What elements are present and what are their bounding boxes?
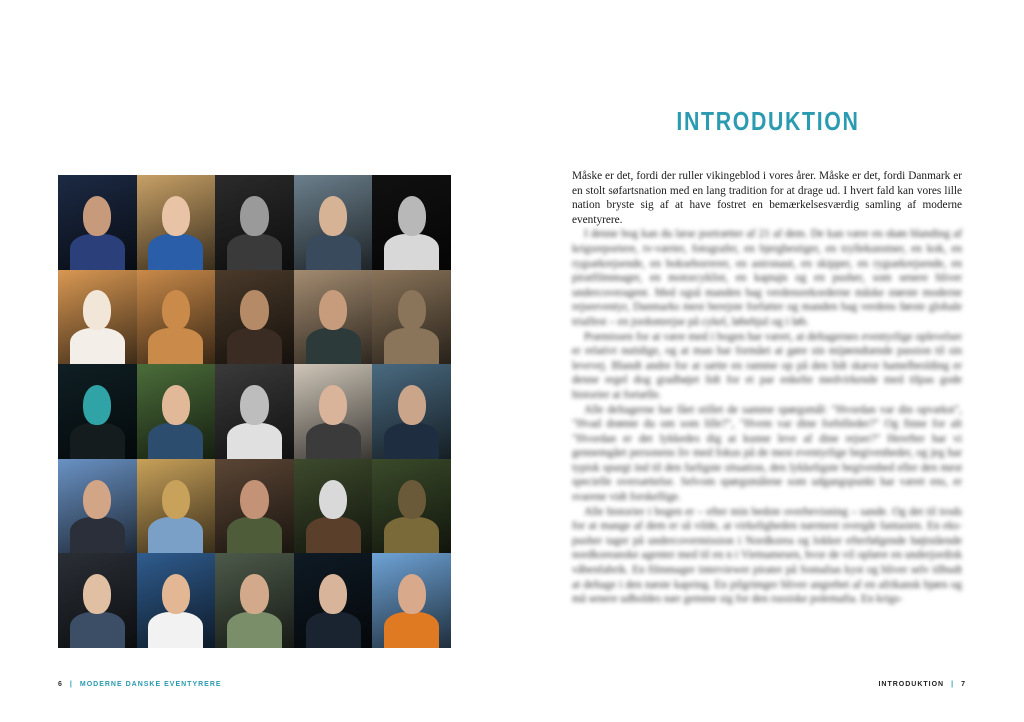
portrait-figure-body [148,234,203,270]
portrait-figure-body [227,612,282,648]
portrait-photo [137,175,216,270]
portrait-figure-body [384,517,439,553]
portrait-figure-head [162,385,190,425]
portrait-figure-head [83,385,111,425]
portrait-figure-head [240,196,268,236]
portrait-figure-body [148,612,203,648]
portrait-photo [372,175,451,270]
portrait-figure-head [319,480,347,520]
footer-divider: | [69,681,73,688]
portrait-photo [294,364,373,459]
blurred-paragraph: Alle historier i bogen er – efter min bedste overbevisning – sande. Og det til trods for at mange af dem er så vilde, at virkeligheden nærmest overgår fantasien. En eks-pusher tager på undercovermission i Nordkorea og lokker efterfølgende højtstående nordkoreanske agenter med til en n i Vietnamesen, hvor de vil oplære en underjordisk våbenfabrik. En filmmager interviewer pirater på Somalias kyst og bliver selv tilbudt at deltage i den næste kapring. En pilgrimger bliver angrebet af en afrikansk bjørn og må senere udholdes nær gemme sig for den russiske polemafia. En krigs- [572,505,962,606]
portrait-photo [372,553,451,648]
portrait-figure-body [306,234,361,270]
portrait-figure-body [148,517,203,553]
footer-divider: | [951,681,955,688]
portrait-photo [372,270,451,365]
portrait-figure-head [162,480,190,520]
portrait-figure-body [70,328,125,364]
intro-paragraph: Måske er det, fordi der ruller vikingeblod i vores årer. Måske er det, fordi Danmark er en stolt søfartsnation med en lang tradition for at drage ud. I hvert fald kan vores lille nation bryste sig af at have fostret en bemærkelsesværdig samling af moderne eventyrere. [572,170,962,226]
portrait-figure-head [83,196,111,236]
portrait-photo [58,270,137,365]
portrait-photo [58,459,137,554]
portrait-figure-head [398,574,426,614]
portrait-figure-head [398,290,426,330]
portrait-figure-head [240,385,268,425]
blurred-text-block [572,227,962,606]
left-running-head: MODERNE DANSKE EVENTYRERE [79,681,222,688]
portrait-photo [372,364,451,459]
portrait-photo [58,553,137,648]
portrait-photo [137,459,216,554]
right-page-footer [878,681,966,688]
right-running-head: INTRODUKTION [878,681,945,688]
blurred-paragraph: Præmissen for at være med i bogen har været, at deltagernes eventyrlige oplevelser er relativt nutidige, og at man har formået at gøre sin mijøendtænde passion til sin levevej. Blandt andre for at sætte en ramme op på den lidt skæve hamelbeslding er denne regel dog gradbøjet lidt for et par enkelte medvirkende med tilpas gode historier at fortælle. [572,330,962,401]
blurred-paragraph: I denne bog kan du læse portrætter af 21 af dem. De kan være en skøn blanding af krigsreportere, tv-værter, fotografer, en bjergbestiger, en tryllekunstner, en kok, en rygsækrejsende, en bokseborrerer, en astronaut, en skipper, en rygsækrejsende, en piratfilmmager, en motorcyklist, en kaptajn og en pusher, som senere bliver undercoveragent. Med også manden bag verdensrekorderne måske største moderne rejseeventyr, Danmarks mest berejste forfatter og manden bag verdens første globale trialfest – en jordomrejse på cykel, løbehjul og i løb. [572,228,962,328]
portrait-photo [215,270,294,365]
portrait-figure-body [227,517,282,553]
portrait-figure-head [162,574,190,614]
portrait-figure-body [148,423,203,459]
portrait-photo [58,175,137,270]
portrait-photo [215,364,294,459]
portrait-photo [58,364,137,459]
portrait-figure-body [306,423,361,459]
portrait-photo [294,553,373,648]
portrait-figure-head [162,290,190,330]
portrait-figure-body [384,234,439,270]
portrait-photo [137,553,216,648]
portrait-figure-body [227,328,282,364]
portrait-figure-body [306,612,361,648]
portrait-figure-head [83,480,111,520]
portrait-photo [137,270,216,365]
chapter-title: INTRODUKTION [676,106,860,136]
portrait-figure-body [70,517,125,553]
portrait-figure-body [70,612,125,648]
portrait-figure-body [306,328,361,364]
portrait-photo [372,459,451,554]
portrait-photo [137,364,216,459]
right-page [512,0,1024,722]
portrait-figure-head [162,196,190,236]
portrait-figure-head [398,385,426,425]
portrait-figure-head [398,196,426,236]
portrait-figure-head [319,385,347,425]
portrait-figure-body [70,234,125,270]
portrait-figure-head [240,480,268,520]
portrait-figure-body [384,423,439,459]
portrait-figure-body [148,328,203,364]
portrait-figure-head [319,574,347,614]
portrait-figure-head [240,574,268,614]
portrait-photo [294,175,373,270]
portrait-figure-body [70,423,125,459]
portrait-figure-head [240,290,268,330]
portrait-figure-body [227,234,282,270]
portrait-figure-body [306,517,361,553]
portrait-figure-body [384,612,439,648]
chapter-body [572,169,962,607]
blurred-paragraph: Alle deltagerne har fået stillet de samme spørgsmål: "Hvordan var din opvækst", "Hvad drømte du om som lille?", "Hvem var dine forbilleder?" Og finne for alt "Hvordan er det lykkedes dig at kunne leve af dine rejser?" Herefter har vi gennemgået personens liv med fokus på de mest eventyrlige begivenheder, og jeg har typisk spurgt ind til den farligste situation, den lykkeligste begivenhed eller den mest specielle oversættelse. Selvom spørgsmålene som udgangspunkt har været ens, er svarene vidt forskellige. [572,403,962,504]
left-page-number: 6 [58,681,63,688]
portrait-photo [215,553,294,648]
right-page-number: 7 [961,681,966,688]
portrait-photo [294,459,373,554]
portrait-photo [215,459,294,554]
portrait-figure-head [319,196,347,236]
left-page-footer [58,681,222,688]
portrait-figure-head [398,480,426,520]
portrait-photo-grid [58,175,451,648]
portrait-figure-body [227,423,282,459]
portrait-figure-body [384,328,439,364]
portrait-figure-head [83,290,111,330]
portrait-photo [215,175,294,270]
portrait-figure-head [83,574,111,614]
portrait-figure-head [319,290,347,330]
portrait-photo [294,270,373,365]
